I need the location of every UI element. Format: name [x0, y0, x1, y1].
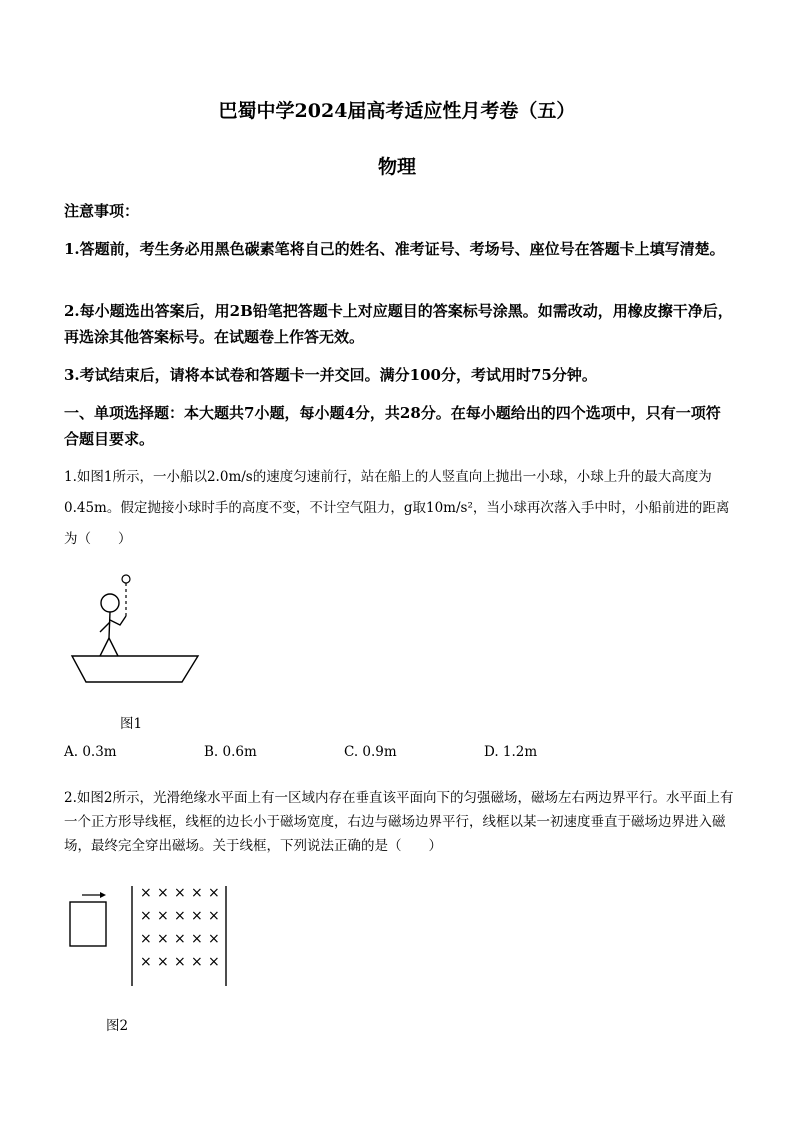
section-heading: 一、单项选择题：本大题共7小题，每小题4分，共28分。在每小题给出的四个选项中，只有一项符合题目要求。 [64, 404, 721, 448]
field-cross-icon: × [140, 908, 152, 924]
field-cross-icon: × [157, 954, 169, 970]
notice-item-2: 2.每小题选出答案后，用2B铅笔把答题卡上对应题目的答案标号涂黑。如需改动，用橡皮擦干净后，再选涂其他答案标号。在试题卷上作答无效。 [64, 302, 733, 346]
notice-heading: 注意事项： [64, 202, 140, 220]
subject-title: 物理 [377, 156, 416, 178]
field-cross-icon: × [140, 931, 152, 947]
field-cross-icon: × [157, 885, 169, 901]
option-a: A. 0.3m [64, 744, 117, 760]
field-cross-icon: × [191, 885, 203, 901]
figure-1-label: 图1 [120, 716, 143, 732]
option-b: B. 0.6m [204, 744, 257, 760]
field-cross-icon: × [157, 931, 169, 947]
question-2-text: 2.如图2所示，光滑绝缘水平面上有一区域内存在垂直该平面向下的匀强磁场，磁场左右两边界平行。水平面上有一个正方形导线框，线框的边长小于磁场宽度，右边与磁场边界平行，线框以某一初速度垂直于磁场边界进入磁场，最终完全穿出磁场。关于线框，下列说法正确的是（ ） [64, 790, 734, 854]
field-cross-icon: × [140, 885, 152, 901]
field-cross-icon: × [208, 885, 220, 901]
field-cross-icon: × [208, 954, 220, 970]
field-cross-icon: × [191, 931, 203, 947]
notice-item-1: 1.答题前，考生务必用黑色碳素笔将自己的姓名、准考证号、考场号、座位号在答题卡上填写清楚。 [64, 240, 725, 258]
field-cross-icon: × [174, 954, 186, 970]
ball-icon [122, 575, 130, 583]
field-cross-icon: × [191, 954, 203, 970]
field-cross-icon: × [157, 908, 169, 924]
field-cross-icon: × [191, 908, 203, 924]
field-cross-icon: × [208, 931, 220, 947]
field-cross-icon: × [174, 931, 186, 947]
question-1-text: 1.如图1所示，一小船以2.0m/s的速度匀速前行，站在船上的人竖直向上抛出一小球，小球上升的最大高度为0.45m。假定抛接小球时手的高度不变，不计空气阻力，g取10m/s²，当小球再次落入手中时，小船前进的距离为（ ） [64, 469, 730, 547]
square-frame [70, 902, 106, 946]
field-crosses [132, 886, 226, 986]
field-cross-icon: × [174, 908, 186, 924]
field-cross-icon: × [140, 954, 152, 970]
option-d: D. 1.2m [484, 744, 538, 760]
field-cross-icon: × [174, 885, 186, 901]
figure-1-boat [66, 570, 206, 690]
figure-2-label: 图2 [106, 1018, 129, 1034]
notice-item-3: 3.考试结束后，请将本试卷和答题卡一并交回。满分100分，考试用时75分钟。 [64, 366, 597, 384]
option-c: C. 0.9m [344, 744, 397, 760]
exam-title: 巴蜀中学2024届高考适应性月考卷（五） [218, 100, 576, 122]
field-cross-icon: × [208, 908, 220, 924]
